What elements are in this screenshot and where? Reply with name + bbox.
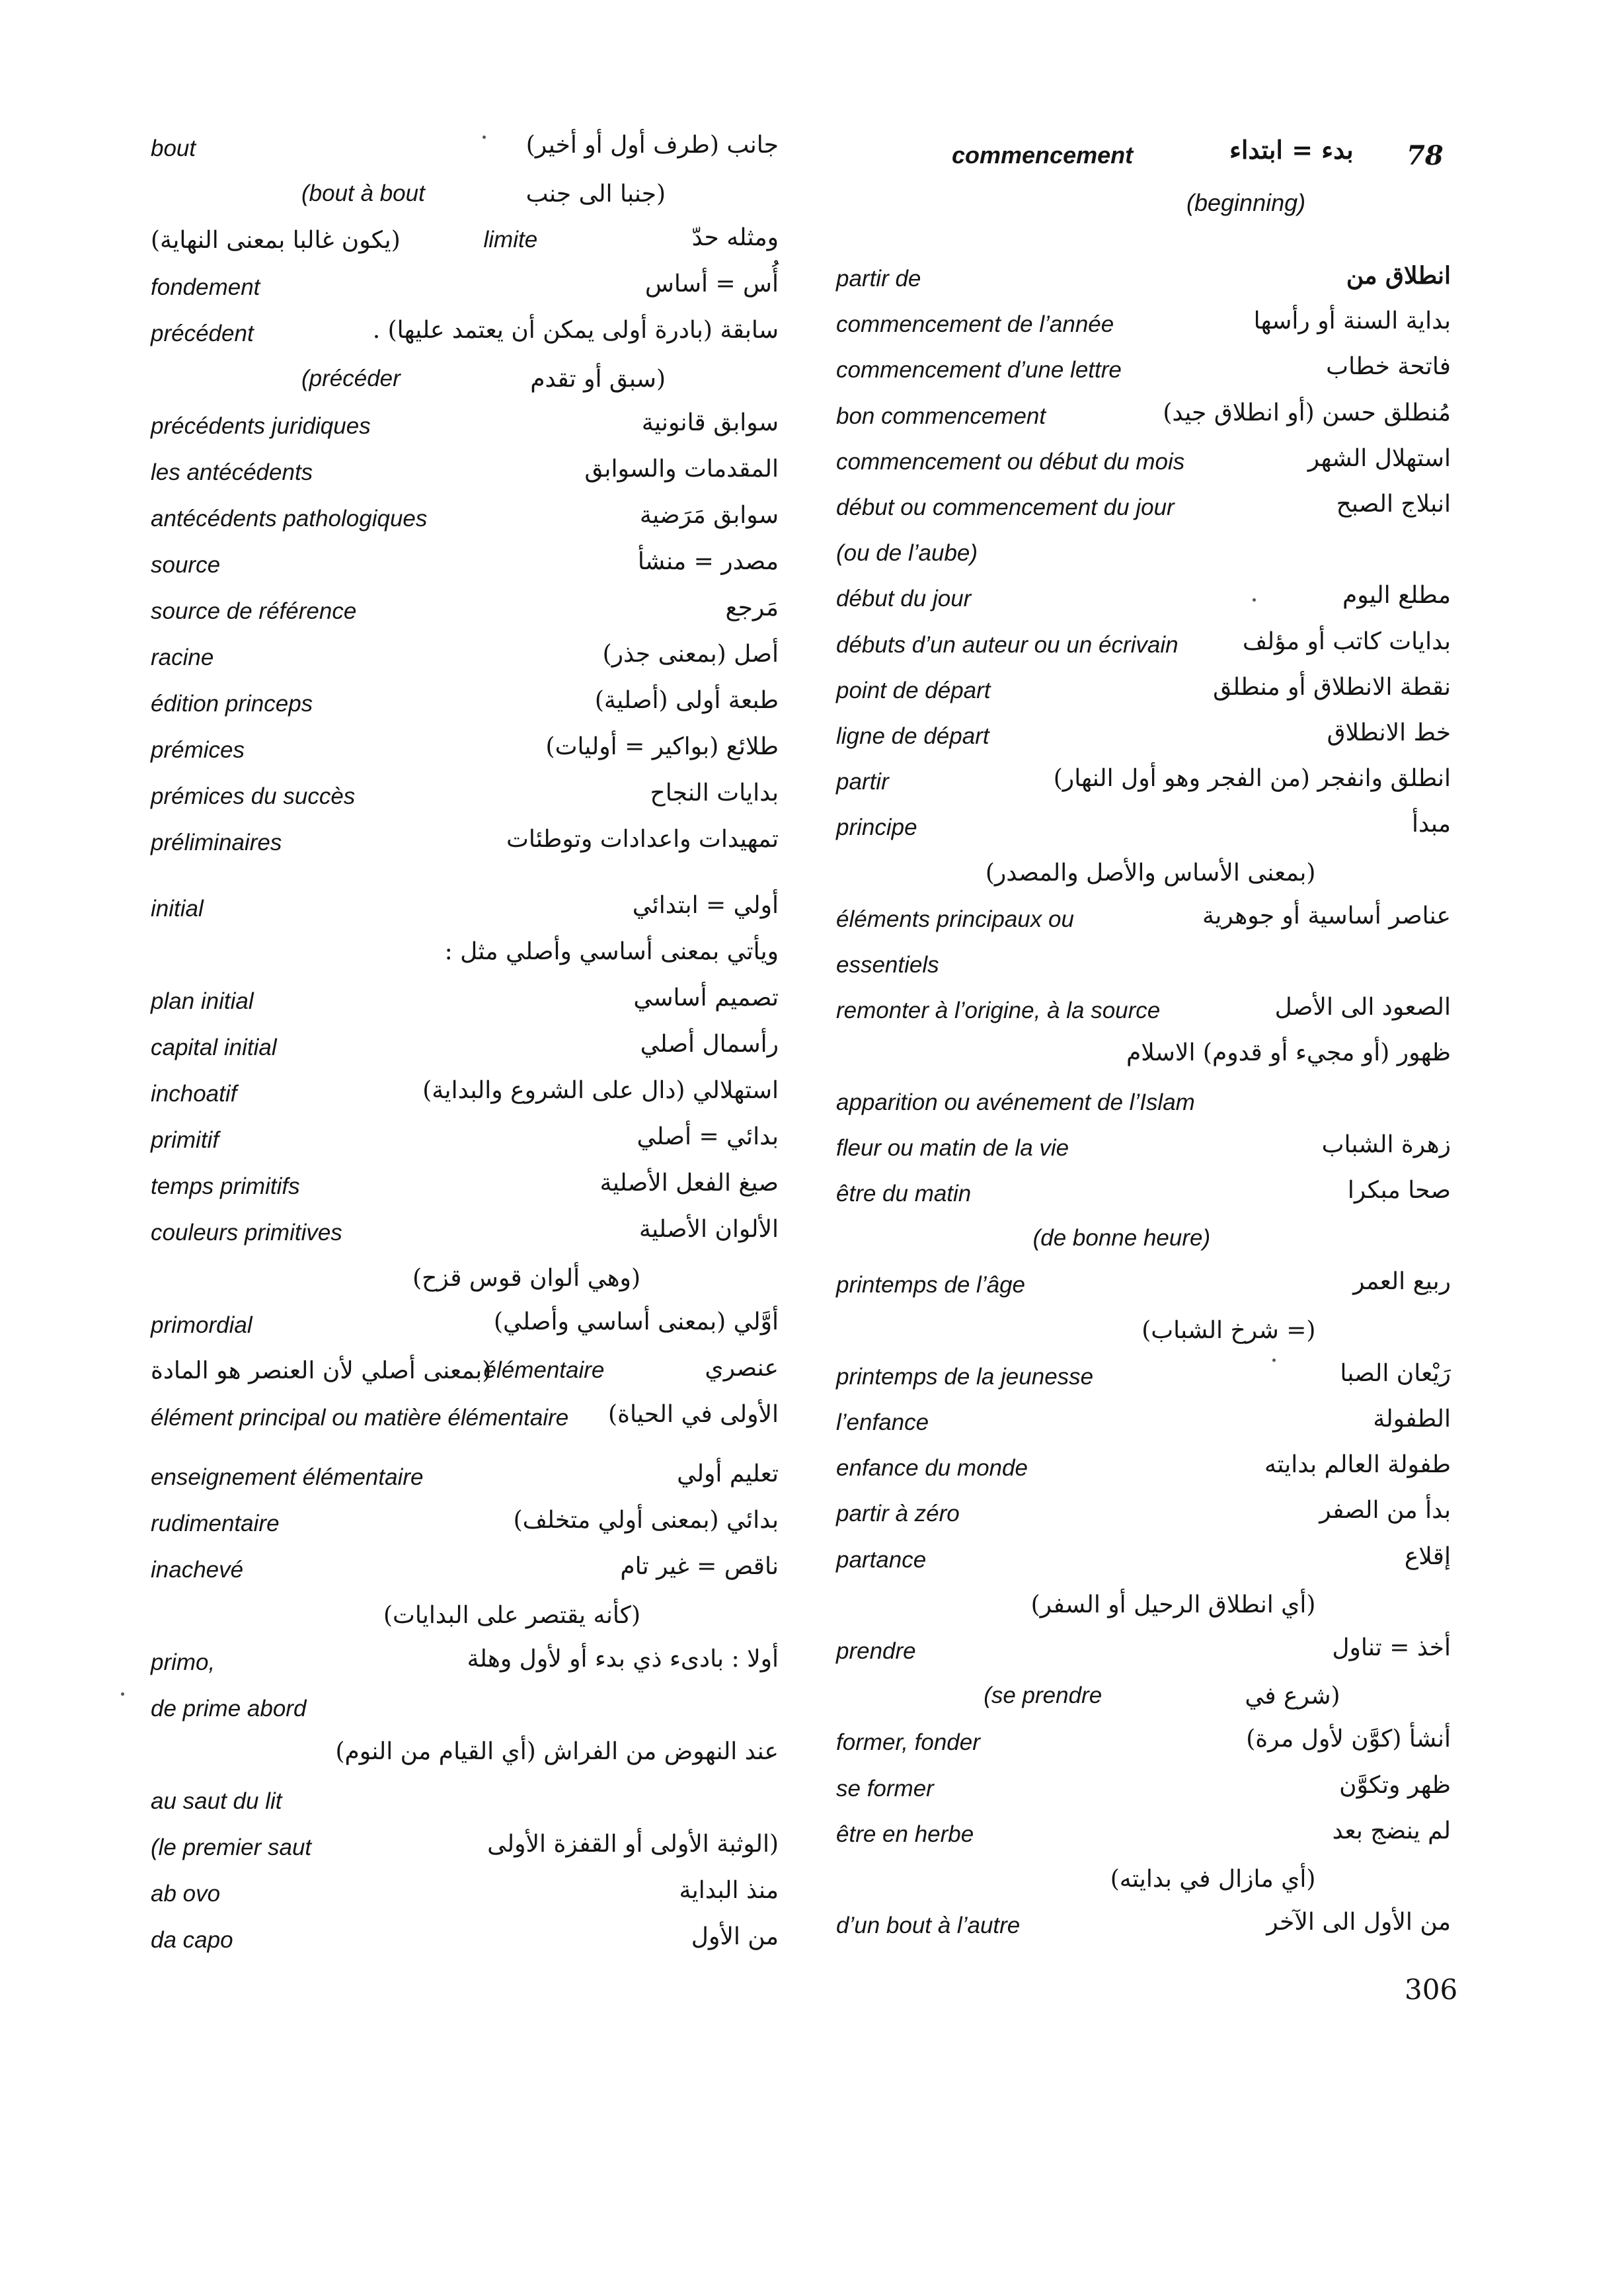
arabic-term: (الوثبة الأولى أو القفزة الأولى	[487, 1831, 779, 1858]
arabic-term: رَيْعان الصبا	[1340, 1359, 1451, 1387]
french-term: printemps de l’âge	[836, 1272, 1025, 1298]
arabic-term: بدائي (بمعنى أولي متخلف)	[513, 1507, 779, 1534]
dictionary-entry	[836, 1448, 1451, 1495]
dictionary-entry	[151, 453, 779, 499]
arabic-term: عند النهوض من الفراش (أي القيام من النوم)	[335, 1738, 779, 1765]
french-term: remonter à l’origine, à la source	[836, 998, 1161, 1024]
french-term: source	[151, 552, 221, 578]
dictionary-entry	[151, 1874, 779, 1920]
dictionary-entry	[836, 350, 1451, 397]
arabic-term: ظهور (أو مجيء أو قدوم) الاسلام	[1126, 1039, 1451, 1067]
dictionary-entry	[151, 1920, 779, 1967]
french-term: de prime abord	[151, 1696, 307, 1722]
french-term: être du matin	[836, 1181, 972, 1207]
french-term: source de référence	[151, 598, 357, 624]
arabic-term: بدائي = أصلي	[637, 1123, 779, 1150]
french-term: début du jour	[836, 586, 972, 612]
french-term: initial	[151, 896, 204, 922]
french-term: da capo	[151, 1927, 233, 1953]
scan-speck	[1253, 598, 1256, 602]
dictionary-entry	[151, 221, 779, 268]
french-term: prémices du succès	[151, 783, 356, 809]
arabic-term: سوابق قانونية	[641, 409, 779, 436]
arabic-term: الصعود الى الأصل	[1274, 994, 1451, 1021]
arabic-term: سابقة (بادرة أولى يمكن أن يعتمد عليها) .	[372, 317, 779, 344]
french-term: prémices	[151, 737, 245, 763]
dictionary-entry	[151, 1643, 779, 1689]
french-term: ligne de départ	[836, 723, 989, 749]
dictionary-entry	[151, 407, 779, 453]
arabic-note: (يكون غالبا بمعنى النهاية)	[151, 227, 401, 254]
arabic-note: (سبق أو تقدم	[530, 366, 666, 393]
french-term: enfance du monde	[836, 1455, 1028, 1482]
dictionary-entry	[151, 1458, 779, 1504]
french-term: l’enfance	[836, 1409, 929, 1435]
french-term: au saut du lit	[151, 1788, 282, 1814]
dictionary-entry	[836, 534, 1451, 580]
french-term: principe	[836, 814, 917, 841]
dictionary-entry	[151, 684, 779, 731]
arabic-term: أصل (بمعنى جذر)	[602, 641, 779, 668]
arabic-term: مصدر = منشأ	[637, 548, 779, 575]
arabic-term: تمهيدات واعدادات وتوطئات	[506, 826, 779, 853]
arabic-note: (بمعنى الأساس والأصل والمصدر)	[985, 859, 1316, 887]
dictionary-entry	[151, 1306, 779, 1352]
arabic-term: نقطة الانطلاق أو منطلق	[1213, 673, 1451, 701]
entry-heading-arabic: بدء = ابتداء	[1229, 135, 1354, 165]
dictionary-entry	[836, 305, 1451, 351]
dictionary-entry	[151, 777, 779, 823]
arabic-term: إقلاع	[1404, 1542, 1451, 1570]
arabic-term: انطلاق من	[1346, 262, 1451, 290]
entry-number: 78	[1407, 140, 1444, 171]
french-note: (de bonne heure)	[1032, 1225, 1211, 1251]
dictionary-entry	[836, 1632, 1451, 1678]
french-term: temps primitifs	[151, 1173, 300, 1199]
dictionary-entry	[151, 1828, 779, 1874]
dictionary-entry	[151, 1352, 779, 1398]
arabic-note: (بمعنى أصلي لأن العنصر هو المادة	[151, 1357, 492, 1384]
dictionary-entry	[836, 1312, 1451, 1358]
arabic-term: الطفولة	[1373, 1405, 1451, 1433]
dictionary-entry	[151, 360, 779, 407]
dictionary-entry	[151, 314, 779, 360]
dictionary-entry	[151, 1074, 779, 1121]
arabic-term: طلائع (بواكير = أوليات)	[545, 733, 779, 760]
entry-heading-french: commencement	[952, 141, 1134, 169]
dictionary-entry	[151, 175, 779, 221]
dictionary-entry	[836, 1403, 1451, 1449]
arabic-term: بدايات النجاح	[650, 779, 779, 807]
french-term: inchoatif	[151, 1081, 237, 1107]
dictionary-entry	[836, 1906, 1451, 1952]
dictionary-entry	[151, 129, 779, 175]
dictionary-entry	[836, 442, 1451, 489]
arabic-term: المقدمات والسوابق	[584, 455, 779, 483]
french-term: racine	[151, 645, 214, 670]
dictionary-entry	[151, 1028, 779, 1074]
arabic-term: عنصري	[705, 1355, 779, 1382]
french-term: antécédents pathologiques	[151, 506, 428, 532]
french-term: être en herbe	[836, 1821, 974, 1847]
french-note: (bout à bout	[301, 180, 425, 206]
french-term: primordial	[151, 1312, 252, 1338]
dictionary-entry	[836, 1220, 1451, 1266]
dictionary-entry	[151, 1782, 779, 1828]
arabic-term: فاتحة خطاب	[1326, 353, 1451, 381]
arabic-term: انطلق وانفجر (من الفجر وهو أول النهار)	[1053, 765, 1451, 793]
french-term: ab ovo	[151, 1881, 221, 1907]
arabic-term: عناصر أساسية أو جوهرية	[1202, 902, 1451, 930]
french-term: capital initial	[151, 1035, 277, 1060]
dictionary-entry	[151, 1398, 779, 1445]
french-note: (précéder	[301, 366, 401, 391]
french-term: essentiels	[836, 952, 939, 978]
dictionary-entry	[836, 625, 1451, 672]
arabic-note: (أي مازال في بدايته)	[1110, 1866, 1316, 1893]
dictionary-entry	[836, 1174, 1451, 1220]
french-term: inachevé	[151, 1557, 244, 1583]
dictionary-entry	[151, 1550, 779, 1597]
dictionary-entry	[151, 982, 779, 1028]
french-term: rudimentaire	[151, 1511, 280, 1536]
dictionary-entry	[836, 1083, 1451, 1129]
dictionary-entry	[836, 259, 1451, 305]
french-term: partir	[836, 769, 889, 795]
dictionary-entry	[151, 545, 779, 592]
arabic-term: رأسمال أصلي	[640, 1031, 779, 1058]
arabic-term: طفولة العالم بدايته	[1264, 1451, 1451, 1479]
arabic-term: مطلع اليوم	[1342, 582, 1451, 610]
arabic-term: تعليم أولي	[677, 1460, 779, 1487]
dictionary-entry	[836, 1677, 1451, 1723]
french-term: précédent	[151, 321, 254, 346]
dictionary-entry	[836, 1494, 1451, 1540]
dictionary-entry	[836, 579, 1451, 625]
arabic-term: ناقص = غير تام	[620, 1553, 779, 1580]
dictionary-entry	[151, 1167, 779, 1213]
arabic-term: زهرة الشباب	[1321, 1130, 1451, 1158]
dictionary-entry	[836, 1357, 1451, 1404]
arabic-note: (أي انطلاق الرحيل أو السفر)	[1030, 1591, 1316, 1618]
dictionary-entry	[836, 762, 1451, 809]
dictionary-entry	[836, 1769, 1451, 1815]
arabic-term: جانب (طرف أول أو أخير)	[525, 132, 779, 159]
arabic-term: منذ البداية	[679, 1877, 779, 1904]
french-term: bon commencement	[836, 403, 1046, 429]
arabic-term: ربيع العمر	[1353, 1268, 1451, 1296]
french-term: couleurs primitives	[151, 1220, 342, 1246]
dictionary-entry	[836, 1815, 1451, 1861]
entry-heading-english: (beginning)	[1186, 189, 1306, 216]
french-term: partir à zéro	[836, 1501, 960, 1527]
dictionary-entry	[836, 1540, 1451, 1587]
arabic-term: مبدأ	[1411, 811, 1451, 838]
french-term: les antécédents	[151, 459, 313, 485]
dictionary-entry	[151, 1259, 779, 1306]
arabic-term: الأولى في الحياة)	[608, 1401, 779, 1428]
dictionary-entry	[151, 1121, 779, 1167]
dictionary-entry	[836, 397, 1451, 443]
arabic-term: سوابق مَرَضية	[639, 502, 779, 529]
scan-speck	[483, 136, 486, 139]
arabic-term: من الأول	[691, 1923, 779, 1950]
dictionary-entry	[151, 1735, 779, 1782]
french-term: fleur ou matin de la vie	[836, 1134, 1069, 1161]
dictionary-entry	[151, 499, 779, 545]
arabic-term: استهلالي (دال على الشروع والبداية)	[422, 1077, 779, 1104]
arabic-term: بداية السنة أو رأسها	[1253, 307, 1451, 335]
french-term: primo,	[151, 1649, 215, 1675]
french-term: éléments principaux ou	[836, 906, 1074, 932]
dictionary-entry	[836, 671, 1451, 717]
dictionary-entry	[836, 945, 1451, 992]
dictionary-entry	[836, 1265, 1451, 1312]
arabic-term: انبلاج الصبح	[1336, 491, 1451, 518]
french-term: prendre	[836, 1638, 916, 1664]
arabic-term: بدايات كاتب أو مؤلف	[1242, 627, 1451, 655]
dictionary-entry	[151, 823, 779, 869]
arabic-note: (وهي ألوان قوس قزح)	[412, 1265, 640, 1292]
arabic-term: أوَّلي (بمعنى أساسي وأصلي)	[493, 1308, 779, 1335]
arabic-term: ومثله حدّ	[691, 224, 779, 251]
french-term: bout	[151, 136, 196, 161]
french-term: début ou commencement du jour	[836, 495, 1175, 520]
page-number: 306	[1405, 1973, 1458, 2006]
dictionary-entry	[836, 1128, 1451, 1175]
french-note: limite	[483, 227, 538, 253]
dictionary-entry	[151, 935, 779, 982]
arabic-term: الألوان الأصلية	[638, 1216, 779, 1243]
dictionary-entry	[151, 889, 779, 935]
arabic-term: استهلال الشهر	[1307, 444, 1451, 472]
scan-speck	[1272, 1359, 1276, 1362]
arabic-term: طبعة أولى (أصلية)	[594, 687, 779, 714]
arabic-term: ويأتي بمعنى أساسي وأصلي مثل :	[444, 938, 779, 965]
french-note: élémentaire	[483, 1357, 605, 1383]
french-term: élément principal ou matière élémentaire	[151, 1405, 569, 1431]
arabic-term: أخذ = تناول	[1332, 1634, 1451, 1661]
french-term: (ou de l’aube)	[836, 540, 978, 567]
arabic-term: أولي = ابتدائي	[632, 892, 779, 919]
arabic-term: تصميم أساسي	[633, 984, 779, 1011]
french-term: point de départ	[836, 677, 991, 703]
dictionary-entry	[836, 717, 1451, 763]
arabic-term: بدأ من الصفر	[1319, 1497, 1451, 1524]
arabic-note: (جنبا الى جنب	[525, 180, 666, 208]
arabic-term: من الأول الى الآخر	[1266, 1909, 1451, 1936]
arabic-term: أولا : بادىء ذي بدء أو لأول وهلة	[467, 1645, 779, 1673]
dictionary-entry	[836, 1723, 1451, 1769]
french-term: d’un bout à l’autre	[836, 1913, 1021, 1939]
dictionary-entry	[836, 1037, 1451, 1083]
dictionary-entry	[151, 731, 779, 777]
french-term: enseignement élémentaire	[151, 1464, 424, 1490]
french-term: former, fonder	[836, 1729, 980, 1756]
french-term: se former	[836, 1775, 934, 1801]
dictionary-entry	[836, 1586, 1451, 1632]
arabic-note: (كأنه يقتصر على البدايات)	[383, 1602, 640, 1629]
dictionary-entry	[151, 1504, 779, 1550]
arabic-term: صيغ الفعل الأصلية	[599, 1169, 779, 1197]
french-term: printemps de la jeunesse	[836, 1363, 1094, 1390]
dictionary-entry	[151, 1597, 779, 1643]
french-term: commencement d’une lettre	[836, 357, 1122, 383]
scan-speck	[121, 1692, 124, 1696]
arabic-note: (شرع في	[1245, 1682, 1340, 1710]
french-term: plan initial	[151, 988, 254, 1014]
arabic-note: (= شرخ الشباب)	[1141, 1316, 1316, 1344]
french-term: partir de	[836, 266, 921, 292]
french-term: fondement	[151, 274, 260, 300]
french-term: commencement de l’année	[836, 311, 1114, 338]
dictionary-entry	[151, 1213, 779, 1259]
arabic-term: مَرجع	[725, 594, 779, 621]
dictionary-entry	[151, 638, 779, 684]
french-term: commencement ou début du mois	[836, 448, 1185, 475]
french-term: primitif	[151, 1127, 219, 1153]
arabic-term: لم ينضج بعد	[1332, 1817, 1451, 1844]
french-note: (se prendre	[984, 1682, 1102, 1709]
french-term: édition princeps	[151, 691, 313, 717]
arabic-term: خط الانطلاق	[1327, 719, 1451, 746]
dictionary-entry	[151, 1689, 779, 1735]
dictionary-entry	[836, 900, 1451, 946]
french-term: (le premier saut	[151, 1835, 312, 1860]
dictionary-entry	[836, 1860, 1451, 1907]
french-term: débuts d’un auteur ou un écrivain	[836, 631, 1179, 658]
dictionary-entry	[836, 808, 1451, 854]
arabic-term: مُنطلق حسن (أو انطلاق جيد)	[1163, 399, 1451, 426]
french-term: préliminaires	[151, 830, 282, 855]
dictionary-entry	[151, 268, 779, 314]
arabic-term: أنشأ (كوَّن لأول مرة)	[1246, 1725, 1451, 1753]
french-term: partance	[836, 1546, 927, 1573]
arabic-term: أُس = أساس	[644, 270, 779, 297]
dictionary-entry	[836, 991, 1451, 1037]
dictionary-entry	[836, 854, 1451, 900]
dictionary-entry	[151, 592, 779, 638]
french-term: précédents juridiques	[151, 413, 371, 439]
arabic-term: ظهر وتكوَّن	[1339, 1771, 1451, 1799]
french-term: apparition ou avénement de l’Islam	[836, 1089, 1195, 1115]
arabic-term: صحا مبكرا	[1347, 1177, 1451, 1204]
dictionary-entry	[836, 488, 1451, 534]
